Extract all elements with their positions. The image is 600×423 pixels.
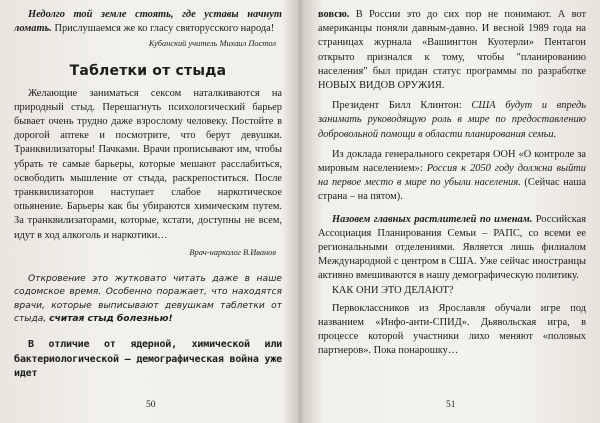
right-page xyxy=(318,0,586,423)
epigraph-bold: Недолго той земле стоять, где уставы начнут ломать. xyxy=(14,9,282,35)
body-signature: Врач-нарколог В.Иванов xyxy=(189,247,276,257)
un-report-end: (Сейчас наша страна – на пятом). xyxy=(318,177,586,203)
continuation-paragraph xyxy=(318,8,586,93)
closing-heavy-text: В отличие от ядерной, химической или бактериологической – демографическая война уже идет xyxy=(14,339,282,379)
epigraph-signature: Кубанский учитель Михаил Постол xyxy=(148,39,276,49)
handwritten-note xyxy=(14,273,282,327)
main-culprits-paragraph xyxy=(318,213,586,284)
continuation-bold: вовсю. xyxy=(318,9,350,20)
president-quote: США будут и впредь занимать руководящую роль в мире по предоставлению добровольной помощи в области планирования семьи. xyxy=(318,100,586,140)
how-paragraph: Первоклассников из Ярославля обучали игре под названием «Инфо-анти-СПИД». Дьявольская игра, в процессе которой участники лихо меняют «половых партнеров». Пока понарошку… xyxy=(318,302,586,357)
handwritten-note-bold: считая стыд болезнью! xyxy=(49,314,173,325)
how-question: КАК ОНИ ЭТО ДЕЛАЮТ? xyxy=(332,284,454,296)
body-paragraph: Желающие заниматься сексом наталкиваются на природный стыд. Перешагнуть психологический барьер бывает очень трудно даже взрослому человеку. Постойте в дорогой аптеке и посмотрите, что берут девушки. Транквилизаторы! Пачками. Врачи прописывают им, чтобы убрать те самые барьеры, которые мешают расслабиться, освободить мышление от стыда, раскрепоститься. После транквилизаторов наступает слабое наркотическое опьянение. Барьеры как бы убираются химическим путем. За транквилизаторами, которые, кстати, доступны не всем, идут в ход алкоголь и наркотики… xyxy=(14,87,282,241)
page-number-left: 50 xyxy=(146,400,156,410)
un-report-quote: Россия к 2050 году должна выйти на первое место в мире по убыли населения. xyxy=(318,163,586,189)
main-culprits-bold: Назовем главных растлителей по именам. xyxy=(332,213,533,225)
president-text-start: Президент Билл Клинтон: xyxy=(332,100,472,112)
handwritten-note-main: Откровение это жутковато читать даже в наше содомское время. Особенно поражает, что находятся врачи, которые выписывают девушкам таблетки от стыда, xyxy=(14,273,282,325)
epigraph-rest: Прислушаемся же ко гласу святорусского народа! xyxy=(51,23,275,35)
left-page xyxy=(14,0,282,423)
president-paragraph xyxy=(318,99,586,142)
un-report-paragraph xyxy=(318,148,586,205)
epigraph xyxy=(14,8,282,36)
continuation-text: В России это до сих пор не понимают. А вот американцы поняли давным-давно. И весной 1989 года на страницах журнала «Вашингтон Куотерли» Пентагон открыто признался к тому, чтобы "планированию населения" был придан статус программы по разработке НОВЫХ ВИДОВ ОРУЖИЯ. xyxy=(318,9,586,92)
page-number-right: 51 xyxy=(446,400,456,410)
section-title: Таблетки от стыда xyxy=(69,63,227,80)
main-culprits-text: Российская Ассоциация Планирования Семьи – РАПС, со всеми ее региональными отделениями. Является лишь филиалом Международной с центром в США. Уже сейчас иностранцы активно вмешиваются в нашу демографическую политику. xyxy=(318,213,586,282)
un-report-start: Из доклада генерального секретаря ООН «О контроле за мировым населением»: xyxy=(318,148,586,175)
